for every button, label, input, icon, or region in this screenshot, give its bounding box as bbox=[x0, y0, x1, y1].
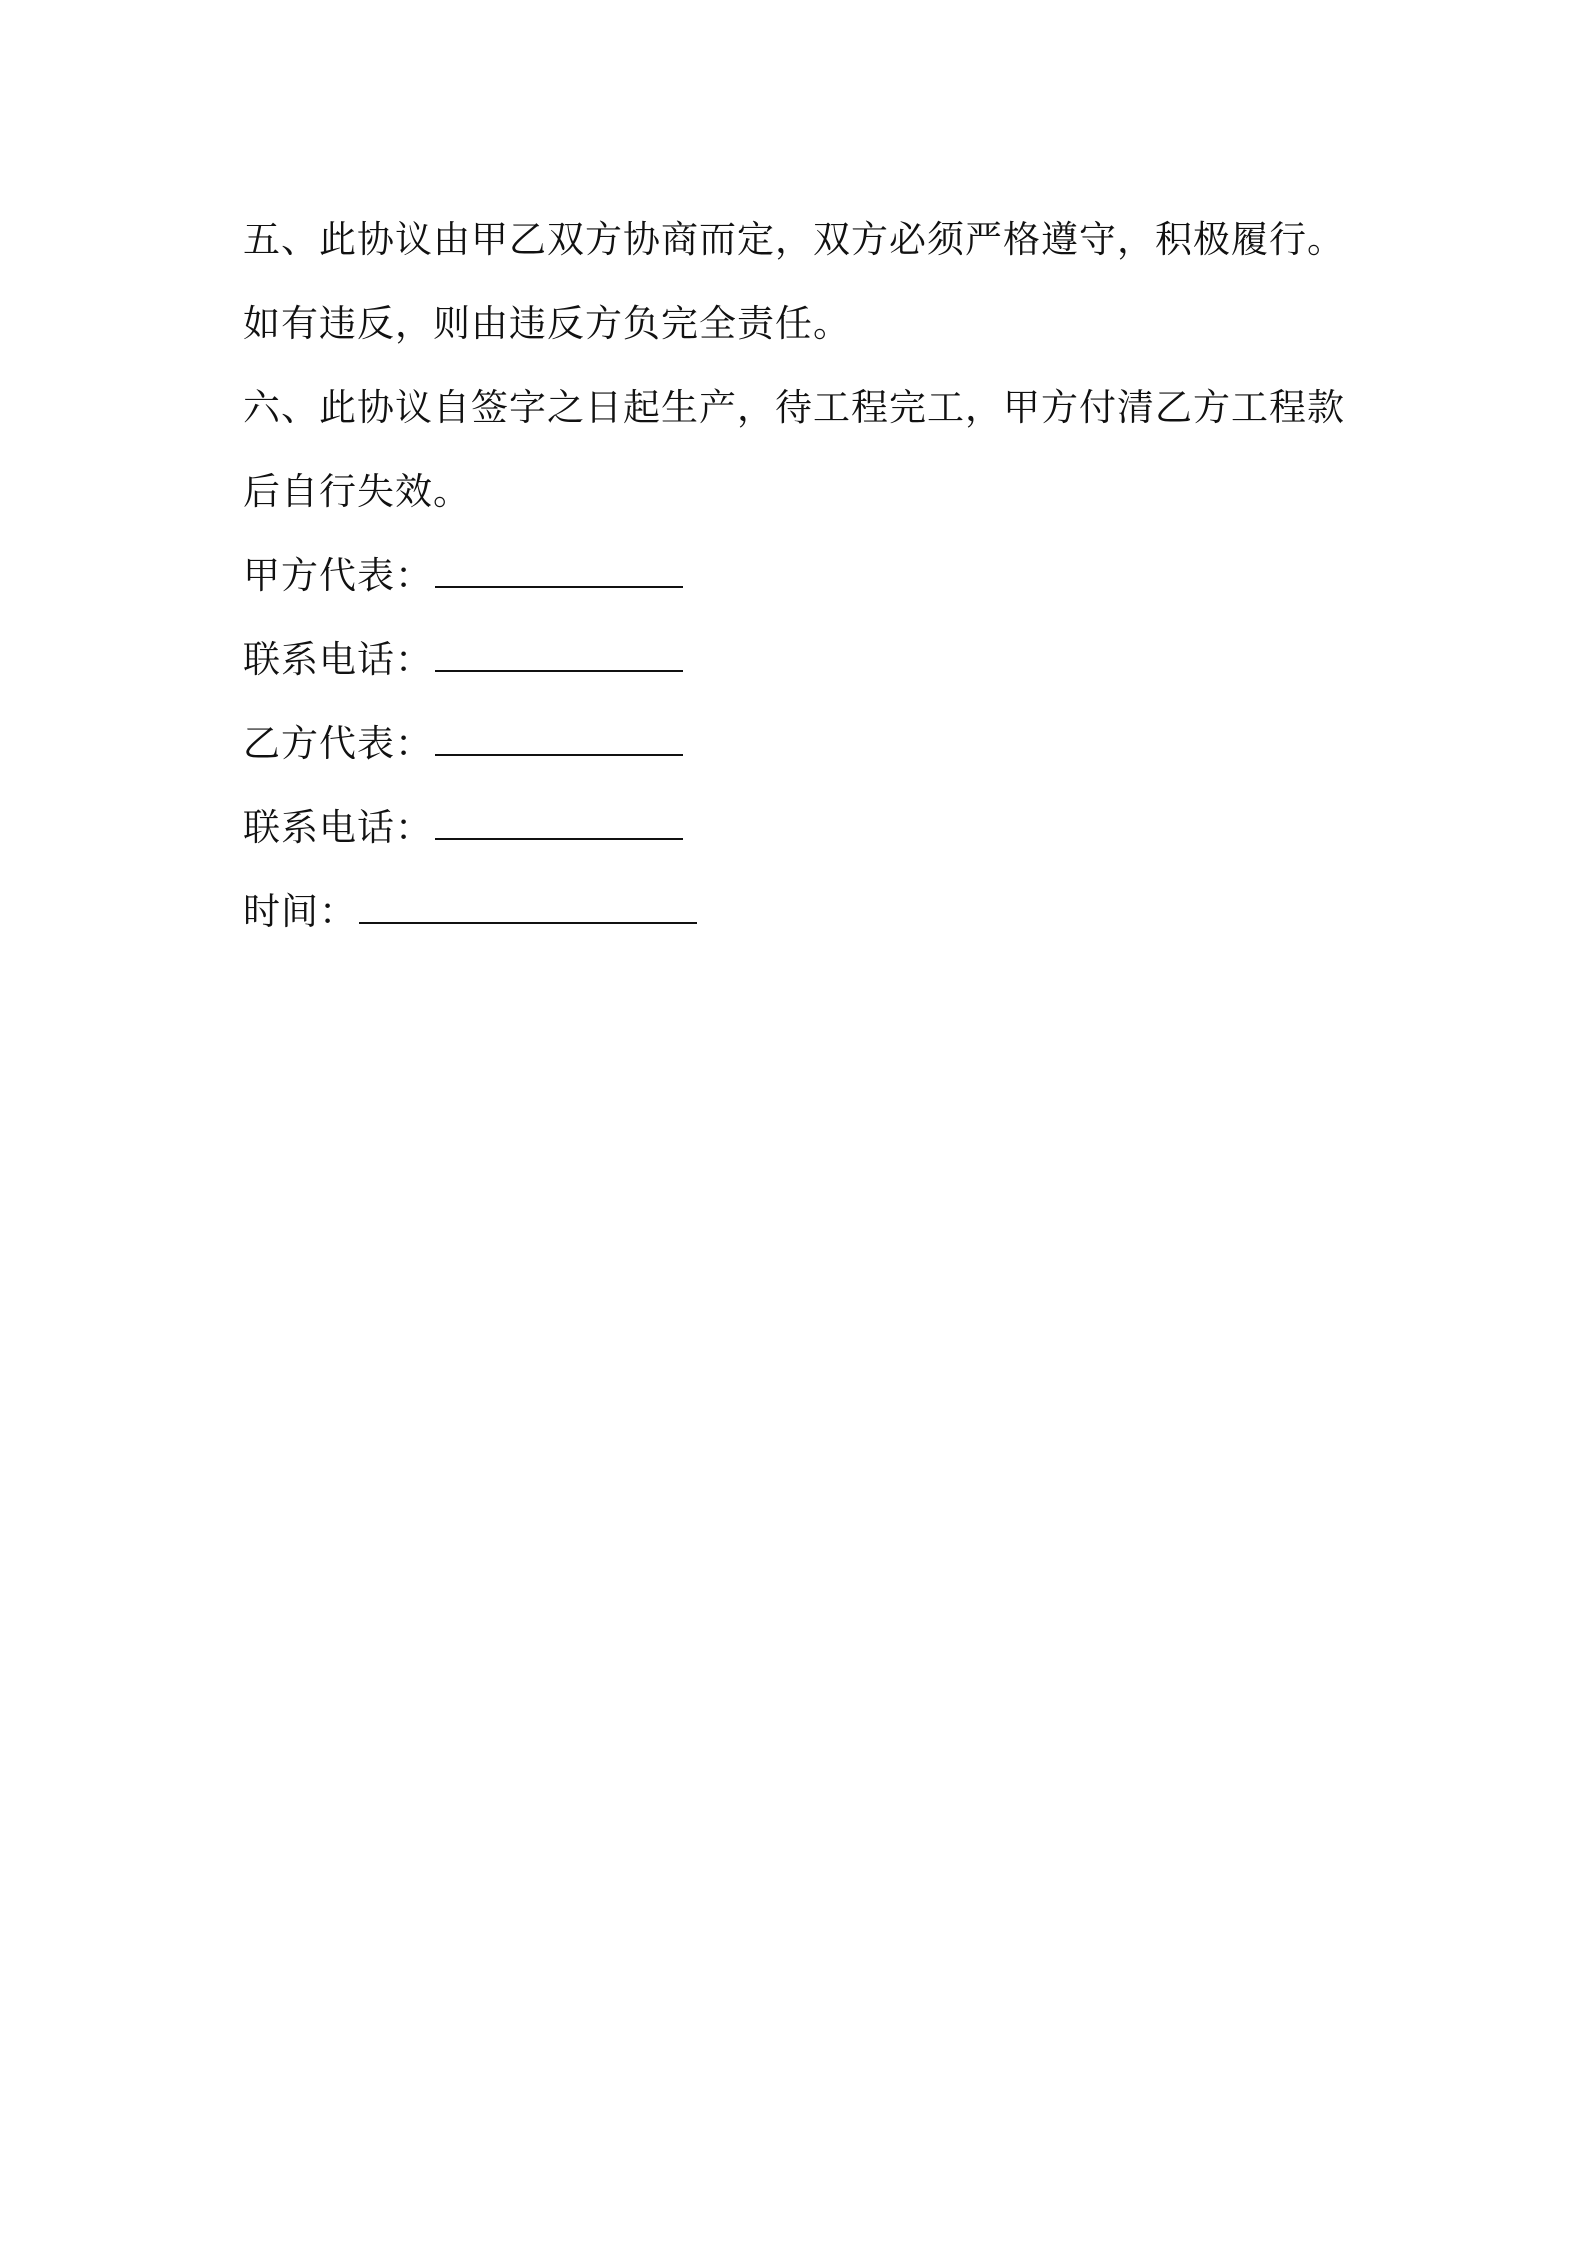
party-a-phone-field bbox=[243, 618, 1363, 702]
party-a-rep-label: 甲方代表： bbox=[243, 554, 433, 597]
date-label: 时间： bbox=[243, 890, 357, 933]
party-b-rep-blank bbox=[435, 724, 683, 756]
document-body bbox=[243, 198, 1363, 954]
date-blank bbox=[359, 892, 697, 924]
date-field bbox=[243, 870, 1363, 954]
clause-5: 五、此协议由甲乙双方协商而定，双方必须严格遵守，积极履行。如有违反，则由违反方负完全责任。 bbox=[243, 218, 1345, 345]
party-b-phone-label: 联系电话： bbox=[243, 806, 433, 849]
party-a-phone-blank bbox=[435, 640, 683, 672]
party-b-phone-field bbox=[243, 786, 1363, 870]
clause-6: 六、此协议自签字之日起生产，待工程完工，甲方付清乙方工程款后自行失效。 bbox=[243, 386, 1345, 513]
party-b-rep-label: 乙方代表： bbox=[243, 722, 433, 765]
party-b-phone-blank bbox=[435, 808, 683, 840]
party-a-phone-label: 联系电话： bbox=[243, 638, 433, 681]
party-b-rep-field bbox=[243, 702, 1363, 786]
party-a-rep-field bbox=[243, 534, 1363, 618]
party-a-rep-blank bbox=[435, 556, 683, 588]
